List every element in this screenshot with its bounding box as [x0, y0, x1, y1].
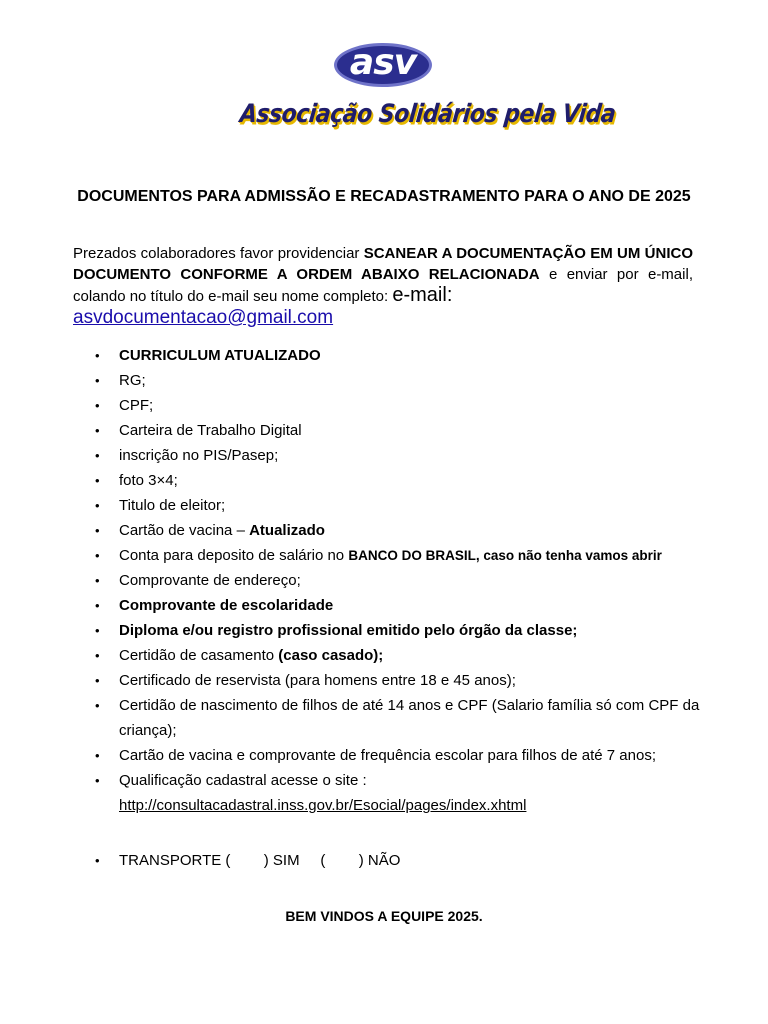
item-nascimento: Certidão de nascimento de filhos de até 14 anos e CPF (Salario família só com CPF da criança);	[119, 697, 700, 739]
item-foto: foto 3×4;	[119, 472, 178, 489]
item-diploma: Diploma e/ou registro profissional emitido pelo órgão da classe;	[119, 622, 578, 639]
qualificacao-link[interactable]: http://consultacadastral.inss.gov.br/Esocial/pages/index.xhtml	[119, 797, 527, 814]
logo	[0, 40, 768, 140]
intro-text: Prezados colaboradores favor providenciar	[73, 245, 364, 262]
list-item	[92, 368, 712, 393]
list-item	[92, 393, 712, 418]
list-item	[92, 668, 712, 693]
list-item	[92, 468, 712, 493]
item-conta-bold: BANCO DO BRASIL, caso não tenha vamos abrir	[348, 548, 662, 563]
logo-acronym: asv	[349, 42, 417, 83]
item-titulo: Titulo de eleitor;	[119, 497, 226, 514]
item-rg: RG;	[119, 372, 146, 389]
item-cpf: CPF;	[119, 397, 154, 414]
item-reservista: Certificado de reservista (para homens entre 18 e 45 anos);	[119, 672, 516, 689]
list-item	[92, 418, 712, 443]
list-item	[92, 568, 712, 593]
item-vacina: Cartão de vacina –	[119, 522, 250, 539]
item-endereco: Comprovante de endereço;	[119, 572, 301, 589]
list-item	[92, 493, 712, 518]
list-item	[92, 343, 712, 368]
list-item	[92, 543, 712, 568]
item-casamento: Certidão de casamento	[119, 647, 279, 664]
item-vacina-bold: Atualizado	[249, 522, 325, 539]
item-curriculum: CURRICULUM ATUALIZADO	[119, 347, 321, 364]
intro-paragraph	[73, 243, 693, 329]
list-item	[92, 618, 712, 643]
documents-list	[92, 343, 712, 818]
item-qualificacao: Qualificação cadastral acesse o site :	[119, 772, 367, 789]
list-item	[92, 593, 712, 618]
list-item	[92, 518, 712, 543]
item-pis: inscrição no PIS/Pasep;	[119, 447, 279, 464]
list-item	[92, 693, 712, 743]
list-item	[92, 643, 712, 668]
list-item	[92, 443, 712, 468]
list-item	[92, 768, 712, 818]
transport-option: • TRANSPORTE ( ) SIM ( ) NÃO	[92, 848, 400, 873]
item-escolaridade: Comprovante de escolaridade	[119, 597, 334, 614]
footer-welcome: BEM VINDOS A EQUIPE 2025.	[285, 908, 483, 924]
email-label: e-mail:	[392, 284, 453, 306]
list-item	[92, 743, 712, 768]
intro-text-2: e enviar por e-mail, colando no título do e-mail seu nome completo:	[73, 266, 693, 305]
page-title: DOCUMENTOS PARA ADMISSÃO E RECADASTRAMENTO PARA O ANO DE 2025	[77, 188, 691, 205]
item-vacina-filhos: Cartão de vacina e comprovante de frequência escolar para filhos de até 7 anos;	[119, 747, 656, 764]
logo-name: Associação Solidários pela Vida	[238, 100, 617, 129]
item-casamento-bold: (caso casado);	[278, 647, 384, 664]
email-link[interactable]: asvdocumentacao@gmail.com	[73, 307, 334, 328]
item-conta: Conta para deposito de salário no	[119, 547, 349, 564]
item-carteira: Carteira de Trabalho Digital	[119, 422, 302, 439]
intro-bold: SCANEAR A DOCUMENTAÇÃO EM UM ÚNICO DOCUMENTO CONFORME A ORDEM ABAIXO RELACIONADA	[73, 245, 694, 283]
